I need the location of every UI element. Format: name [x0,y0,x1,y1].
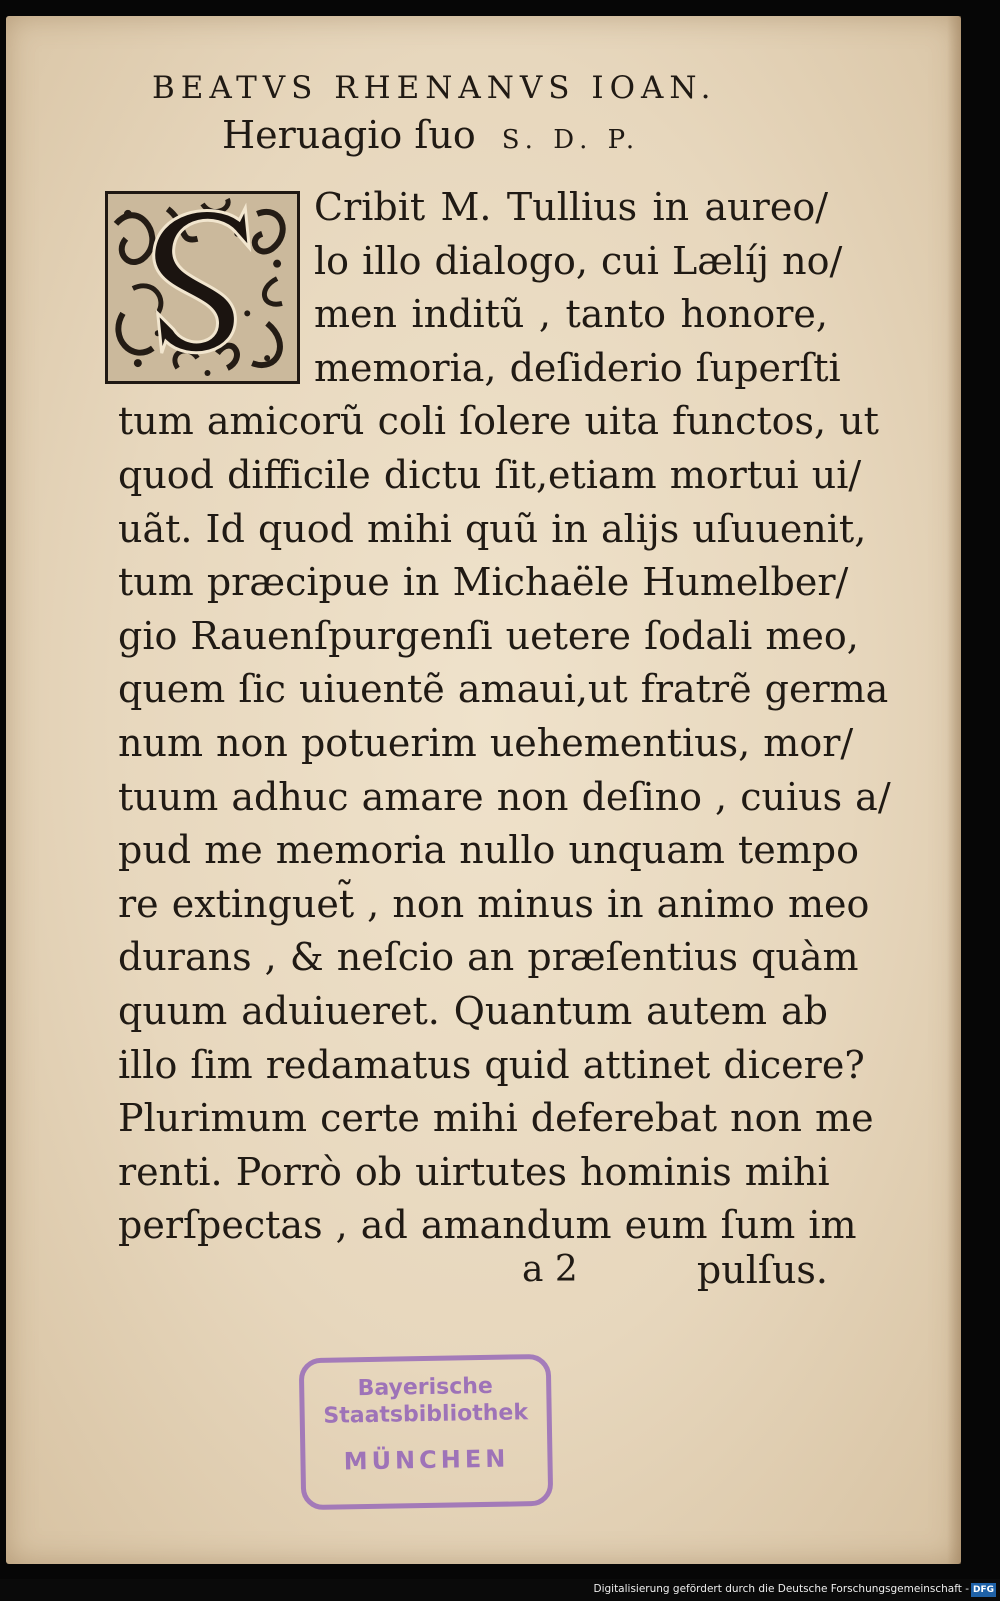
text-line: tuum adhuc amare non deſino , cuius a/ [118,774,891,819]
text-line: perſpectas , ad amandum eum ſum im [118,1203,857,1248]
text-line: lo illo dialogo, cui Lælíj no/ [314,238,843,283]
text-line: Plurimum certe mihi deferebat non me [118,1096,874,1141]
text-line: quod difficile dictu ſit,etiam mortui ui/ [118,452,862,497]
page-footer [118,1243,828,1297]
stamp-line-3: MÜNCHEN [343,1444,510,1476]
stamp-line-2: Staatsbibliothek [323,1400,529,1429]
text-line: Cribit M. Tullius in aureo/ [314,185,828,229]
text-line: memoria, deſiderio ſuperſti [314,345,841,390]
catchword: pulſus. [696,1248,828,1292]
subheader-initials: S. D. P. [501,125,641,155]
page-header: BEATVS RHENANVS IOAN. [152,70,717,106]
text-line: men inditũ , tanto honore, [314,292,828,337]
text-line: gio Rauenſpurgenſi uetere ſodali meo, [118,613,859,658]
text-line: num non potuerim uehementius, mor/ [118,720,854,765]
text-line: pud me memoria nullo unquam tempo [118,828,860,873]
text-line: durans , & neſcio an præſentius quàm [118,935,859,980]
text-line: illo ſim redamatus quid attinet dicere? [118,1042,865,1087]
digitization-footer [0,1579,1000,1601]
signature-mark: a 2 [522,1249,578,1290]
stamp-line-1: Bayerische [357,1373,494,1402]
decorated-initial-graphic [108,194,297,381]
page-edge-shadow [947,16,961,1564]
decorated-initial [105,191,300,384]
text-line: quem ſic uiuentẽ amaui,ut fratrẽ germa [118,667,889,712]
page-subheader [222,110,828,165]
funding-credit: Digitalisierung gefördert durch die Deutsche Forschungsgemeinschaft - [593,1583,969,1595]
text-line: quum aduiueret. Quantum autem ab [118,988,828,1033]
text-line: uãt. Id quod mihi quũ in alijs uſuuenit, [118,506,867,551]
library-stamp [299,1354,554,1510]
subheader-name: Heruagio ſuo [222,113,476,157]
text-line: tum amicorũ coli ſolere uita functos, ut [118,399,879,444]
text-line: re extinguet̃ , non minus in animo meo [118,881,870,926]
text-line: tum præcipue in Michaële Humelber/ [118,560,849,605]
dfg-logo: DFG [972,1585,994,1595]
text-line: renti. Porrò ob uirtutes hominis mihi [118,1149,830,1194]
